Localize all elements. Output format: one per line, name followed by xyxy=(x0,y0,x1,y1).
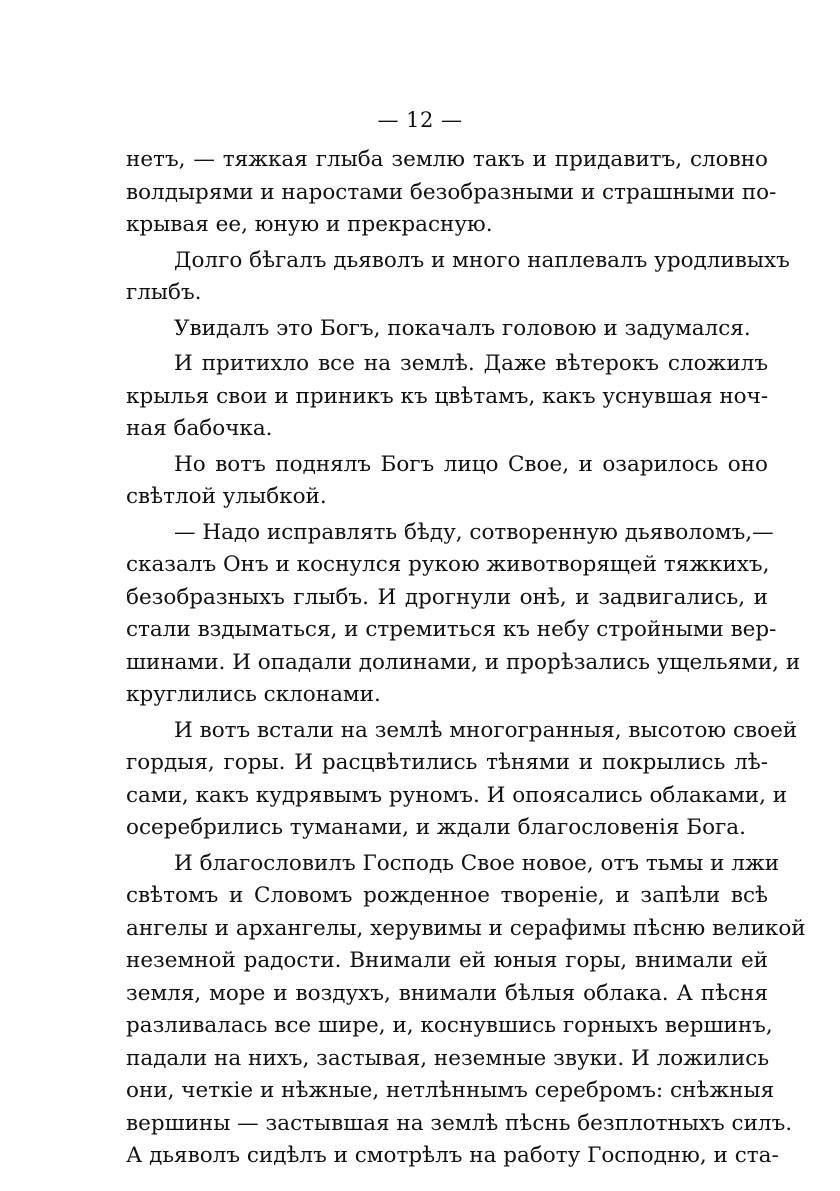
paragraph xyxy=(78,313,768,346)
text-line: неземной радости. Внимали ей юныя горы, внимали ей xyxy=(126,948,768,973)
text-line: сказалъ Онъ и коснулся рукою животворящей тяжкихъ, xyxy=(126,552,770,577)
text-line: глыбъ. xyxy=(126,280,202,305)
text-line: волдырями и наростами безобразными и страшными по- xyxy=(126,179,777,205)
text-line: Увидалъ это Богъ, покачалъ головою и задумался. xyxy=(174,315,751,341)
text-line: И притихло все на землѣ. Даже вѣтерокъ сложилъ xyxy=(174,351,768,376)
paragraph xyxy=(78,517,801,712)
text-line: они, четкіе и нѣжные, нетлѣннымъ серебромъ: снѣжныя xyxy=(126,1078,775,1103)
paragraph xyxy=(78,348,768,446)
text-line: крывая ее, юную и прекрасную. xyxy=(126,212,493,237)
text-line: осеребрились туманами, и ждали благословенія Бога. xyxy=(126,815,746,840)
text-line: вершины — застывшая на землѣ пѣснь безплотныхъ силъ. xyxy=(126,1110,793,1136)
text-line: А дьяволъ сидѣлъ и смотрѣлъ на работу Господню, и ста- xyxy=(126,1143,779,1168)
text-line: гордыя, горы. И расцвѣтились тѣнями и покрылись лѣ- xyxy=(126,750,768,775)
text-line: И благословилъ Господь Свое новое, отъ тьмы и лжи xyxy=(174,850,780,876)
paragraph xyxy=(78,245,790,310)
paragraph xyxy=(78,144,777,242)
text-line: стали вздыматься, и стремиться къ небу стройными вер- xyxy=(126,617,777,642)
text-line: круглились склонами. xyxy=(126,682,381,707)
page-number: — 12 — xyxy=(377,108,463,132)
text-line: земля, море и воздухъ, внимали бѣлыя облака. А пѣсня xyxy=(126,980,768,1006)
text-line: сами, какъ кудрявымъ руномъ. И опоясались облаками, и xyxy=(126,782,788,808)
text-line: свѣтомъ и Словомъ рожденное твореніе, и запѣли всѣ xyxy=(126,883,768,908)
text-line: нетъ, — тяжкая глыба землю такъ и придавитъ, словно xyxy=(126,147,768,172)
text-line: — Надо исправлять бѣду, сотворенную дьяволомъ,— xyxy=(174,519,774,545)
text-line: свѣтлой улыбкой. xyxy=(126,484,327,509)
text-line: разливалась все шире, и, коснувшись горныхъ вершинъ, xyxy=(126,1013,773,1038)
paragraph xyxy=(78,449,768,514)
text-line: ная бабочка. xyxy=(126,416,273,441)
text-line: шинами. И опадали долинами, и прорѣзались ущельями, и xyxy=(126,649,801,675)
text-line: Долго бѣгалъ дьяволъ и много наплевалъ уродливыхъ xyxy=(174,247,790,273)
text-line: безобразныхъ глыбъ. И дрогнули онѣ, и задвигались, и xyxy=(126,584,768,610)
paragraph xyxy=(78,715,798,845)
text-line: ангелы и архангелы, херувимы и серафимы пѣсню великой xyxy=(126,915,806,941)
text-line: падали на нихъ, застывая, неземные звуки. И ложились xyxy=(126,1045,770,1071)
paragraph xyxy=(78,848,806,1173)
body-text xyxy=(78,144,806,1176)
text-line: крылья свои и приникъ къ цвѣтамъ, какъ уснувшая ноч- xyxy=(126,383,769,409)
text-line: И вотъ встали на землѣ многогранныя, высотою своей xyxy=(174,717,798,743)
text-line: Но вотъ поднялъ Богъ лицо Свое, и озарилось оно xyxy=(174,451,768,477)
